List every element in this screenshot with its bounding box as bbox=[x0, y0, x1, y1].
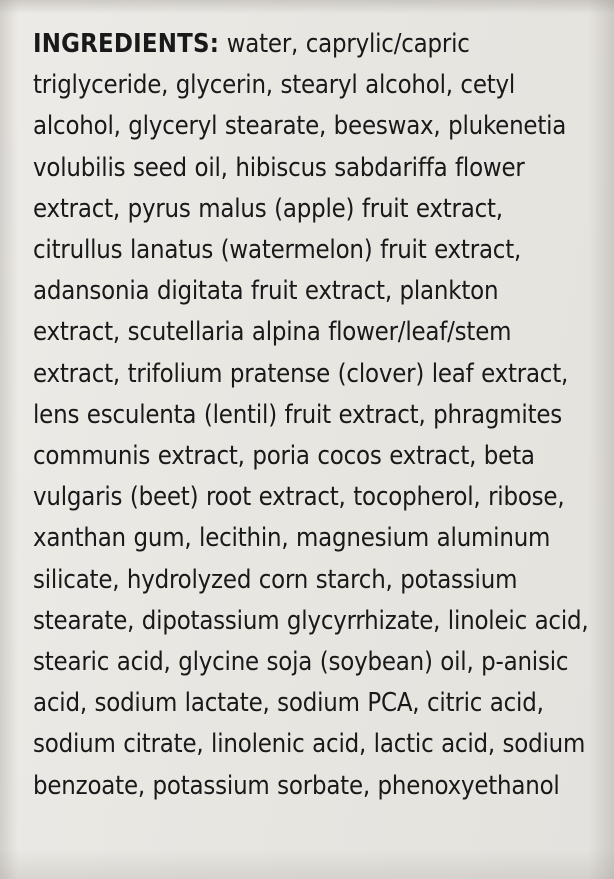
label-edge-shading-bottom bbox=[0, 849, 614, 879]
ingredients-heading: INGREDIENTS: bbox=[33, 29, 220, 59]
label-edge-shading-top bbox=[0, 0, 614, 14]
label-edge-shading-left bbox=[0, 0, 18, 879]
ingredients-paragraph bbox=[33, 24, 589, 807]
label-edge-shading-right bbox=[588, 0, 614, 879]
ingredients-body-text: water, caprylic/capric triglyceride, glycerin, stearyl alcohol, cetyl alcohol, glyceryl stearate, beeswax, plukenetia volubilis seed oil, hibiscus sabdariffa flower extract, pyrus malus (apple) fruit extract, citrullus lanatus (watermelon) fruit extract, adansonia digitata fruit extract, plankton extract, scutellaria alpina flower/leaf/stem extract, trifolium pratense (clover) leaf extract, lens esculenta (lentil) fruit extract, phragmites communis extract, poria cocos extract, beta vulgaris (beet) root extract, tocopherol, ribose, xanthan gum, lecithin, magnesium aluminum silicate, hydrolyzed corn starch, potassium stearate, dipotassium glycyrrhizate, linoleic acid, stearic acid, glycine soja (soybean) oil, p-anisic acid, sodium lactate, sodium PCA, citric acid, sodium citrate, linolenic acid, lactic acid, sodium benzoate, potassium sorbate, phenoxyethanol bbox=[33, 29, 589, 801]
ingredients-block bbox=[33, 24, 589, 807]
